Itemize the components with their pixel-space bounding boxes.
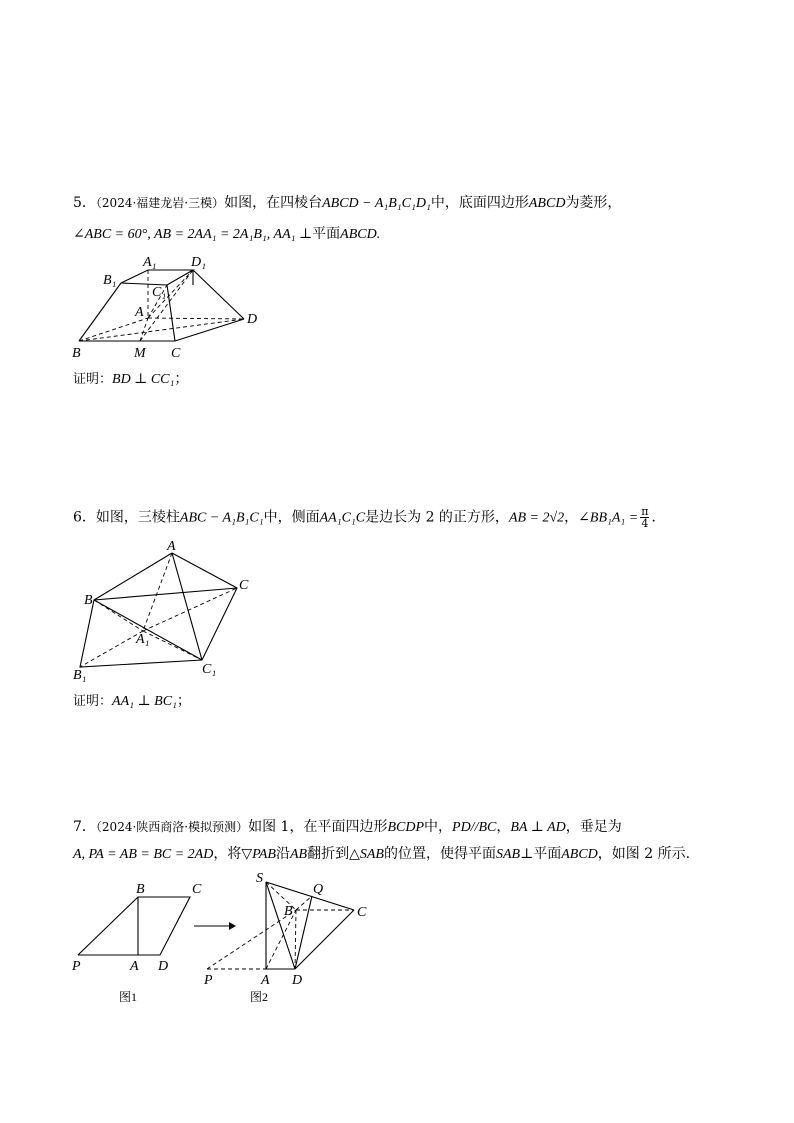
prism-edge (80, 553, 237, 667)
label-C: C (171, 346, 181, 361)
label-M: M (134, 346, 146, 361)
problem-7-text: ，将 (213, 846, 242, 862)
problem-7-ab: AB (289, 847, 308, 862)
label-C1: C₁ (202, 662, 217, 677)
label-A: A (167, 539, 176, 554)
problem-6-face: AA₁C₁C (319, 510, 366, 526)
label-B: B (84, 593, 93, 608)
solid-edge (266, 882, 295, 969)
label-A1: A₁ (136, 632, 150, 647)
hidden-edge (207, 910, 296, 969)
problem-6-ab: AB = 2√2 (508, 510, 565, 526)
frustum-edge (121, 270, 193, 285)
quad-edge (78, 897, 190, 955)
prove-suffix: ； (174, 371, 189, 387)
problem-6-text: 是边长为 2 的正方形， (365, 509, 509, 526)
label-C: C (192, 882, 202, 897)
label-P: P (204, 973, 213, 988)
frustum-edge (79, 283, 121, 341)
problem-6-text: ． (651, 509, 666, 526)
hidden-edge (94, 600, 143, 631)
label-B: B (136, 882, 145, 897)
hidden-edge (79, 319, 244, 341)
label-A: A (261, 973, 270, 988)
problem-6-figure (73, 539, 249, 683)
hidden-edge (79, 318, 148, 341)
problem-5-text: 为菱形， (565, 195, 622, 211)
problem-7-text: ，如图 2 所示. (597, 846, 691, 862)
label-A: A (135, 305, 144, 320)
problem-7-lengths: A, PA = AB = BC = 2AD (73, 847, 214, 862)
problem-7-text: ，垂足为 (565, 819, 622, 835)
label-D: D (158, 959, 169, 974)
problem-5-text: 中，底面四边形 (430, 195, 529, 211)
hidden-edge (140, 318, 148, 341)
problem-6-angle: ∠BB₁A₁ = (578, 510, 639, 526)
label-D1: D₁ (191, 255, 206, 270)
problem-7-parallel: PD//BC (452, 820, 497, 835)
label-B: B (72, 346, 81, 361)
problem-7-abcd: ABCD (561, 847, 598, 862)
hidden-edge (148, 318, 244, 319)
frac-den: 4 (641, 517, 649, 530)
problem-6-prove (73, 691, 191, 712)
problem-5-solid: ABCD − A₁B₁C₁D₁ (322, 196, 431, 211)
problem-7-quad: BCDP (387, 820, 425, 835)
solid-edge (295, 910, 354, 969)
problem-7-text: 的位置，使得平面 (383, 846, 496, 862)
prove-label: 证明： (73, 372, 113, 387)
problem-7-source: （2024·陕西商洛·模拟预测） (95, 820, 249, 834)
label-A1: A₁ (143, 255, 157, 270)
prove-label: 证明： (73, 694, 113, 709)
problem-7-text: 如图 1，在平面四边形 (248, 819, 388, 835)
problem-5-number: 5． (73, 195, 96, 211)
label-Q: Q (313, 882, 324, 897)
pi-over-4 (640, 506, 649, 529)
label-B1: B₁ (73, 668, 87, 683)
figure-1-caption: 图1 (119, 990, 138, 1004)
arrow (194, 922, 236, 930)
prove-suffix: ； (176, 693, 191, 709)
problem-6-number: 6． (73, 509, 96, 526)
problem-7-line-2 (73, 844, 690, 865)
prove-statement: AA₁ ⊥ BC₁ (112, 694, 177, 709)
problem-7-tri1: ▽PAB (241, 847, 276, 862)
problem-5-source: （2024·福建龙岩·三模） (95, 196, 225, 210)
problem-7-line-1 (73, 817, 622, 838)
problem-7-text: 沿 (275, 846, 290, 862)
label-S: S (256, 871, 263, 886)
problem-7-number: 7． (73, 819, 96, 835)
problem-7-figure-1 (71, 882, 202, 1004)
problem-7-perp: BA ⊥ AD (510, 820, 566, 835)
label-A: A (130, 959, 139, 974)
problem-6-text: 如图，三棱柱 (95, 509, 180, 526)
label-D: D (292, 973, 303, 988)
frustum-edge (175, 319, 244, 341)
label-C1: C₁ (152, 285, 167, 300)
problem-7-text: 中， (424, 819, 453, 835)
frac-num: π (641, 505, 649, 518)
hidden-edge (143, 553, 172, 631)
problem-6-line-1 (73, 506, 665, 529)
problem-7-text: ， (496, 819, 511, 835)
problem-7-figure-2 (203, 871, 367, 1004)
problem-7-text: 平面 (533, 846, 562, 862)
problem-5-prove (73, 369, 188, 390)
problem-7-sab: SAB (495, 847, 521, 862)
label-C: C (357, 905, 367, 920)
label-C: C (239, 578, 249, 593)
figure-2-caption: 图2 (250, 990, 269, 1004)
hidden-edge (295, 910, 296, 969)
problem-6-solid: ABC − A₁B₁C₁ (179, 510, 264, 526)
solid-edge (295, 896, 312, 969)
problem-6-text: ， (564, 509, 579, 526)
problem-5-plane: ABCD. (340, 227, 381, 242)
problem-7-perp2: ⊥ (520, 847, 534, 862)
hidden-edge (80, 631, 143, 667)
problem-5-conditions: ∠ABC = 60°, AB = 2AA₁ = 2A₁B₁, AA₁ ⊥ (73, 227, 313, 242)
label-B: B (284, 904, 293, 919)
problem-6-text: 中，侧面 (263, 509, 320, 526)
problem-5-text: 如图，在四棱台 (224, 195, 323, 211)
prove-statement: BD ⊥ CC₁ (112, 372, 175, 387)
label-D: D (247, 312, 258, 327)
problem-7-text: 翻折到 (307, 846, 350, 862)
problem-5-base: ABCD (528, 196, 566, 211)
frustum-edge (167, 285, 175, 341)
problem-7-tri2: △SAB (349, 847, 384, 862)
label-P: P (72, 959, 81, 974)
label-B1: B₁ (103, 273, 117, 288)
problem-5-text: 平面 (312, 226, 341, 242)
prism-edge (94, 600, 202, 660)
frustum-edge (193, 270, 244, 319)
